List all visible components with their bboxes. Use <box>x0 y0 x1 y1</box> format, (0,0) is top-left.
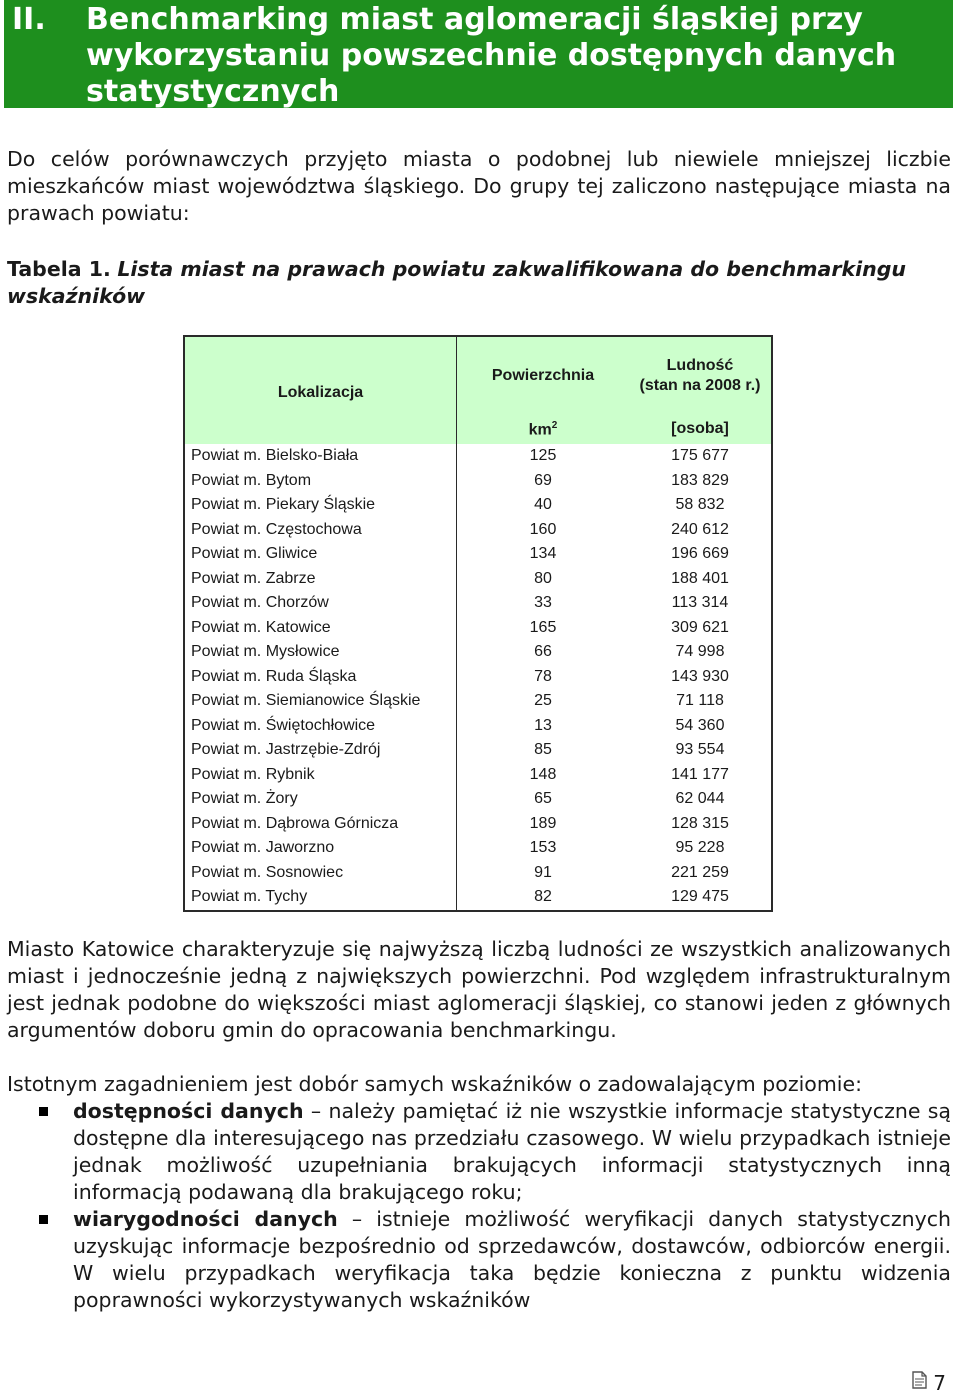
cell-area: 148 <box>529 765 557 783</box>
indicators-paragraph: Istotnym zagadnieniem jest dobór samych wskaźników o zadowalającym poziomie: <box>7 1072 863 1096</box>
cities-table <box>183 335 773 912</box>
list-item <box>7 1098 951 1206</box>
cell-area: 91 <box>534 863 552 881</box>
cell-name: Powiat m. Zabrze <box>184 567 457 592</box>
table-row <box>184 665 772 690</box>
intro-paragraph: Do celów porównawczych przyjęto miasta o podobnej lub niewiele mniejszej liczbie mieszkańców miast województwa śląskiego. Do grupy tej zaliczono następujące miasta na prawach powiatu: <box>7 147 951 225</box>
bullet-term: dostępności danych <box>73 1099 304 1123</box>
table-row <box>184 518 772 543</box>
cell-name: Powiat m. Rybnik <box>184 763 457 788</box>
header-location: Lokalizacja <box>184 336 457 444</box>
section-number: II. <box>12 2 46 37</box>
cell-area: 33 <box>534 594 552 612</box>
cell-population: 221 259 <box>671 863 729 881</box>
cell-name: Powiat m. Gliwice <box>184 542 457 567</box>
cell-name: Powiat m. Katowice <box>184 616 457 641</box>
table-caption-text: Lista miast na prawach powiatu zakwalifikowana do benchmarkingu wskaźników <box>7 257 907 308</box>
cell-name: Powiat m. Mysłowice <box>184 640 457 665</box>
cell-area: 85 <box>534 741 552 759</box>
cell-name: Powiat m. Bytom <box>184 469 457 494</box>
table-row <box>184 885 772 911</box>
cell-population: 128 315 <box>671 814 729 832</box>
table-body <box>184 444 772 911</box>
header-population-unit: [osoba] <box>629 415 772 444</box>
cell-population: 196 669 <box>671 545 729 563</box>
table-row <box>184 591 772 616</box>
cell-area: 134 <box>529 545 557 563</box>
cell-population: 309 621 <box>671 618 729 636</box>
cell-area: 189 <box>529 814 557 832</box>
cell-area: 160 <box>529 520 557 538</box>
cell-population: 71 118 <box>676 692 724 710</box>
cell-area: 69 <box>534 471 552 489</box>
cell-area: 125 <box>529 447 557 465</box>
cell-population: 175 677 <box>671 447 729 465</box>
cell-name: Powiat m. Dąbrowa Górnicza <box>184 812 457 837</box>
cell-area: 153 <box>529 839 557 857</box>
cell-area: 165 <box>529 618 557 636</box>
table-row <box>184 469 772 494</box>
table-row <box>184 738 772 763</box>
table-row <box>184 542 772 567</box>
cell-population: 141 177 <box>671 765 729 783</box>
page-number: 7 <box>933 1370 946 1395</box>
cell-population: 113 314 <box>671 594 729 612</box>
cell-population: 183 829 <box>671 471 729 489</box>
cell-area: 40 <box>534 496 552 514</box>
header-area: Powierzchnia <box>457 336 630 415</box>
cell-population: 93 554 <box>675 741 725 759</box>
cell-population: 54 360 <box>675 716 725 734</box>
section-title: Benchmarking miast aglomeracji śląskiej przy wykorzystaniu powszechnie dostępnych danych statystycznych <box>86 2 897 109</box>
table-row <box>184 493 772 518</box>
cell-population: 58 832 <box>675 496 725 514</box>
cell-population: 129 475 <box>671 888 729 906</box>
table-row <box>184 787 772 812</box>
cell-name: Powiat m. Ruda Śląska <box>184 665 457 690</box>
header-population <box>629 336 772 415</box>
katowice-paragraph: Miasto Katowice charakteryzuje się najwyższą liczbą ludności ze wszystkich analizowanych miast i jednocześnie jedną z największych powierzchni. Pod względem infrastrukturalnym jest jednak podobne do większości miast aglomeracji śląskiej, co stanowi jeden z głównych argumentów doboru gmin do opracowania benchmarkingu. <box>7 937 951 1042</box>
cell-name: Powiat m. Żory <box>184 787 457 812</box>
table-row <box>184 861 772 886</box>
document-icon <box>909 1370 929 1395</box>
cell-name: Powiat m. Częstochowa <box>184 518 457 543</box>
cell-population: 95 228 <box>675 839 725 857</box>
cell-name: Powiat m. Tychy <box>184 885 457 911</box>
bullet-square-icon <box>39 1107 48 1116</box>
table-row <box>184 812 772 837</box>
cell-area: 13 <box>534 716 552 734</box>
section-banner <box>4 0 953 108</box>
table-caption <box>7 256 951 310</box>
indicator-list <box>7 1098 951 1314</box>
bullet-text: – należy pamiętać iż nie wszystkie informacje statystyczne są dostępne dla interesującego nas przedziału czasowego. W wielu przypadkach istnieje jednak możliwość uzupełniania brakujących informacji statystycznych inną informacją podawaną dla brakującego roku; <box>73 1099 951 1204</box>
cell-area: 65 <box>534 790 552 808</box>
cell-area: 82 <box>534 888 552 906</box>
header-population-line1: Ludność <box>666 356 734 374</box>
table-row <box>184 836 772 861</box>
cell-name: Powiat m. Jaworzno <box>184 836 457 861</box>
header-area-unit: $km^2$ <box>457 415 630 444</box>
cell-population: 74 998 <box>675 643 725 661</box>
cell-population: 240 612 <box>671 520 729 538</box>
list-item <box>7 1206 951 1314</box>
cell-population: 62 044 <box>675 790 725 808</box>
cell-name: Powiat m. Chorzów <box>184 591 457 616</box>
table-row <box>184 616 772 641</box>
cell-population: 188 401 <box>671 569 729 587</box>
table-row <box>184 714 772 739</box>
table-row <box>184 689 772 714</box>
cell-area: 25 <box>534 692 552 710</box>
cell-name: Powiat m. Sosnowiec <box>184 861 457 886</box>
cell-area: 80 <box>534 569 552 587</box>
header-population-line2: (stan na 2008 r.) <box>639 376 761 394</box>
cell-population: 143 930 <box>671 667 729 685</box>
cell-name: Powiat m. Piekary Śląskie <box>184 493 457 518</box>
bullet-term: wiarygodności danych <box>73 1207 338 1231</box>
table-row <box>184 444 772 469</box>
table-label: Tabela 1. <box>7 257 111 281</box>
cell-area: 78 <box>534 667 552 685</box>
cell-name: Powiat m. Świętochłowice <box>184 714 457 739</box>
bullet-text: – istnieje możliwość weryfikacji danych statystycznych uzyskując informacje bezpośrednio od sprzedawców, dostawców, odbiorców energii. W wielu przypadkach weryfikacja taka będzie konieczna z punktu widzenia poprawności wykorzystywanych wskaźników <box>73 1207 951 1312</box>
cell-name: Powiat m. Jastrzębie-Zdrój <box>184 738 457 763</box>
page-footer <box>909 1370 946 1395</box>
cell-name: Powiat m. Siemianowice Śląskie <box>184 689 457 714</box>
table-row <box>184 763 772 788</box>
table-row <box>184 640 772 665</box>
cell-area: 66 <box>534 643 552 661</box>
bullet-square-icon <box>39 1215 48 1224</box>
table-row <box>184 567 772 592</box>
cell-name: Powiat m. Bielsko-Biała <box>184 444 457 469</box>
